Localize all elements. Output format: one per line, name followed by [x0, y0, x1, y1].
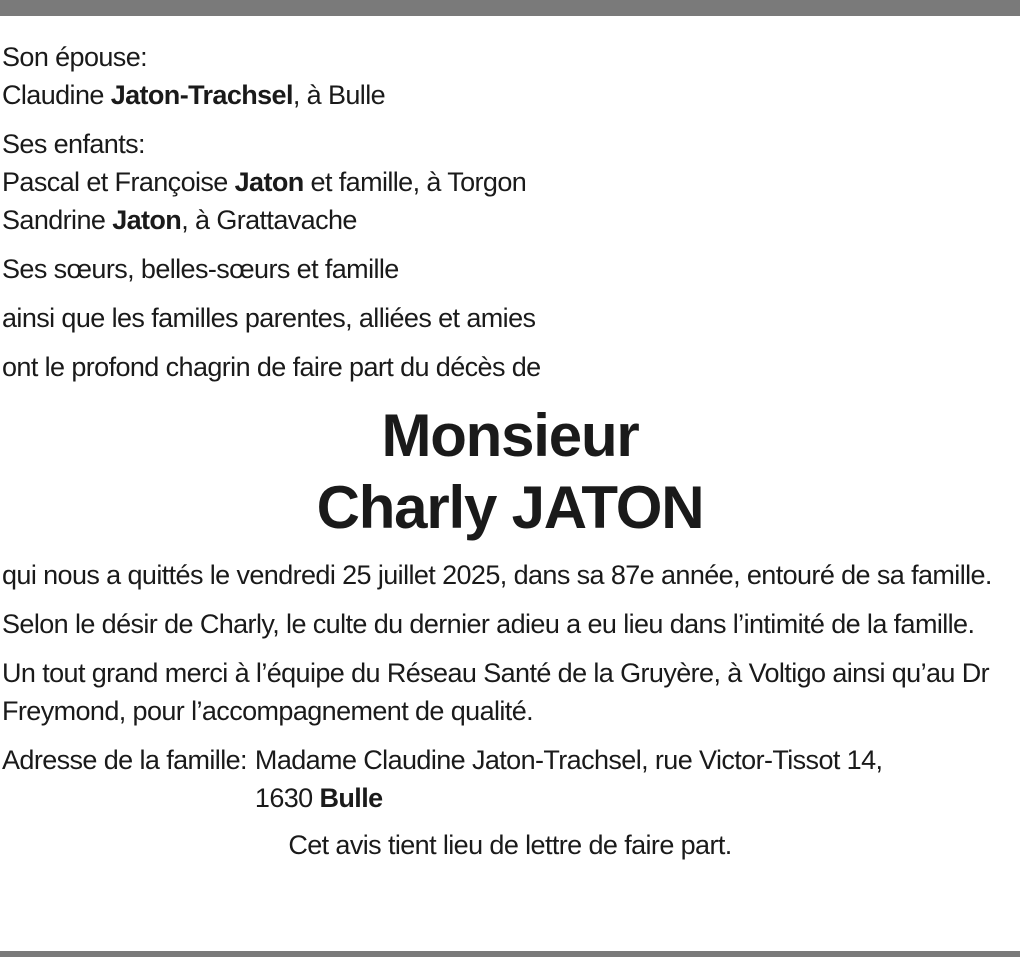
- child-surname: Jaton: [234, 167, 304, 197]
- deceased-name: Charly JATON: [316, 474, 704, 541]
- child-first-name: Pascal et Françoise: [2, 167, 228, 197]
- spouse-first-name: Claudine: [2, 80, 104, 110]
- deceased-title: Monsieur: [381, 402, 639, 469]
- spouse-place: , à Bulle: [292, 80, 386, 110]
- families-line: ainsi que les familles parentes, alliées et amies: [2, 303, 536, 333]
- child-surname: Jaton: [112, 205, 182, 235]
- spouse-line: [2, 76, 1018, 114]
- children-heading: Ses enfants:: [2, 129, 145, 159]
- families-block: [2, 299, 1018, 337]
- child-line: [2, 201, 1018, 239]
- children-block: [2, 125, 1018, 239]
- spouse-block: [2, 38, 1018, 114]
- announcement-block: [2, 348, 1018, 386]
- announcement-line: ont le profond chagrin de faire part du décès de: [2, 352, 541, 382]
- death-notice: [2, 38, 1018, 864]
- address-label: Adresse de la famille:: [2, 745, 247, 775]
- siblings-line: Ses sœurs, belles-sœurs et famille: [2, 254, 399, 284]
- address-city: Bulle: [319, 783, 383, 813]
- child-line: [2, 163, 1018, 201]
- address-value: [247, 741, 883, 817]
- passing-paragraph: qui nous a quittés le vendredi 25 juillet 2025, dans sa 87e année, entouré de sa famille.: [2, 560, 992, 590]
- thanks-paragraph: Un tout grand merci à l’équipe du Réseau Santé de la Gruyère, à Voltigo ainsi qu’au Dr Freymond, pour l’accompagnement de qualité.: [2, 658, 990, 726]
- bottom-rule: [0, 951, 1020, 957]
- child-first-name: Sandrine: [2, 205, 106, 235]
- closing-note: Cet avis tient lieu de lettre de faire part.: [288, 830, 732, 860]
- siblings-block: [2, 250, 1018, 288]
- family-address: [2, 741, 1018, 817]
- top-rule: [0, 0, 1020, 16]
- deceased-heading: [2, 400, 1018, 544]
- address-postcode: 1630: [254, 783, 313, 813]
- ceremony-paragraph: Selon le désir de Charly, le culte du dernier adieu a eu lieu dans l’intimité de la famille.: [2, 609, 975, 639]
- child-details: , à Grattavache: [181, 205, 357, 235]
- child-details: et famille, à Torgon: [310, 167, 527, 197]
- spouse-heading: Son épouse:: [2, 42, 148, 72]
- address-line: Madame Claudine Jaton-Trachsel, rue Victor-Tissot 14,: [254, 745, 883, 775]
- spouse-surname: Jaton-Trachsel: [110, 80, 293, 110]
